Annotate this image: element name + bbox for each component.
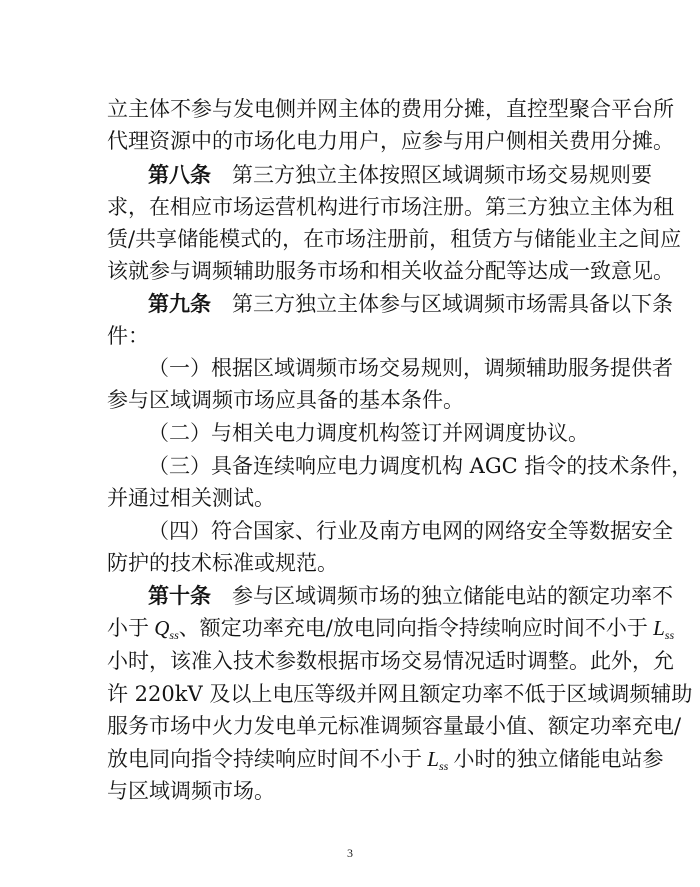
article-8-line-1: 第八条 第三方独立主体按照区域调频市场交易规则要	[148, 162, 652, 187]
article-10-line-6: 放电同向指令持续响应时间不小于 $L_{ss}$ 小时的独立储能电站参	[107, 747, 664, 773]
article-10-line-3: 小时，该准入技术参数根据市场交易情况适时调整。此外，允	[107, 649, 674, 673]
l-ss-symbol: $L_{ss}$	[653, 616, 675, 642]
article-10-heading: 第十条	[148, 583, 211, 608]
article-10-line-4: 许 220kV 及以上电压等级并网且额定功率不低于区域调频辅助	[107, 682, 693, 706]
item-1-line-2: 参与区域调频市场应具备的基本条件。	[107, 388, 464, 412]
l-ss-symbol-2: $L_{ss}$	[427, 747, 449, 773]
article-10-line-2: 小于 $Q_{ss}$、额定功率充电/放电同向指令持续响应时间不小于 $L_{ss}$	[107, 616, 675, 642]
article-9-line-2: 件：	[107, 324, 149, 348]
article-9-heading: 第九条	[148, 291, 211, 316]
page-number: 3	[347, 846, 353, 860]
item-2-line-1: （二）与相关电力调度机构签订并网调度协议。	[148, 421, 589, 445]
article-9-line-1: 第九条 第三方独立主体参与区域调频市场需具备以下条	[148, 291, 673, 316]
item-3-line-1: （三）具备连续响应电力调度机构 AGC 指令的技术条件，	[148, 454, 693, 478]
article-10-line-7: 与区域调频市场。	[107, 779, 275, 803]
text-line-2: 代理资源中的市场化电力用户，应参与用户侧相关费用分摊。	[107, 129, 674, 153]
q-ss-symbol: $Q_{ss}$	[154, 616, 179, 642]
item-4-line-1: （四）符合国家、行业及南方电网的网络安全等数据安全	[148, 519, 673, 543]
article-8-line-4: 该就参与调频辅助服务市场和相关收益分配等达成一致意见。	[107, 259, 674, 283]
article-8-line-2: 求，在相应市场运营机构进行市场注册。第三方独立主体为租	[107, 195, 674, 219]
article-8-line-3: 赁/共享储能模式的，在市场注册前，租赁方与储能业主之间应	[107, 227, 682, 251]
article-8-heading: 第八条	[148, 162, 211, 187]
item-1-line-1: （一）根据区域调频市场交易规则，调频辅助服务提供者	[148, 356, 673, 380]
item-4-line-2: 防护的技术标准或规范。	[107, 551, 338, 575]
text-line-1: 立主体不参与发电侧并网主体的费用分摊，直控型聚合平台所	[107, 97, 674, 121]
article-10-line-5: 服务市场中火力发电单元标准调频容量最小值、额定功率充电/	[107, 714, 682, 738]
item-3-line-2: 并通过相关测试。	[107, 486, 275, 510]
article-10-line-1: 第十条 参与区域调频市场的独立储能电站的额定功率不	[148, 583, 673, 608]
